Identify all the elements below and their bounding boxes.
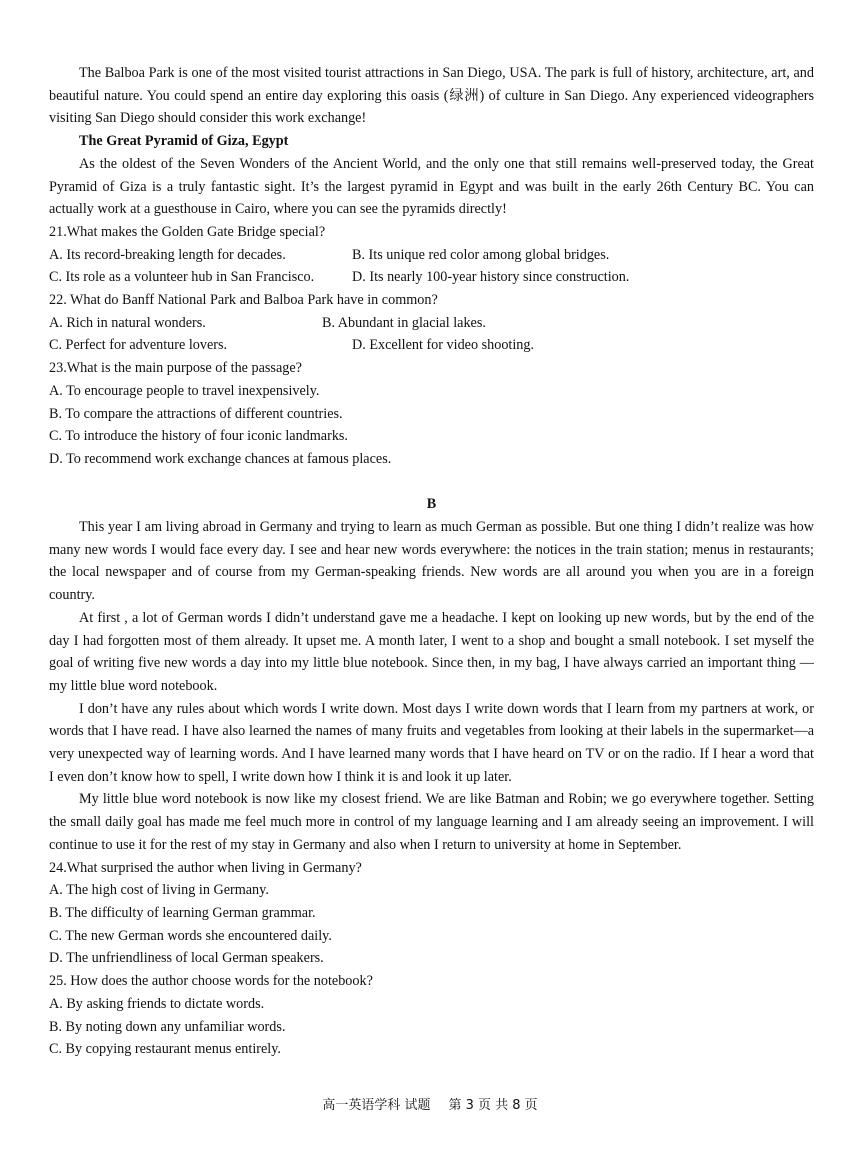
option-d: D. Its nearly 100-year history since construction. (352, 269, 630, 286)
option-d: D. Excellent for video shooting. (352, 337, 535, 354)
passage-b-paragraph-1: This year I am living abroad in Germany and trying to learn as much German as possible. But one thing I didn’t realize was how many new words I would face every day. I see and hear new words everywhere: the notices in the train station; menus in restaurants; the local newspaper and of course from my German-speaking friends. New words are all around you when you are in a foreign country. (49, 519, 814, 604)
question-24 (49, 857, 814, 971)
question-stem: 23.What is the main purpose of the passage? (49, 360, 302, 377)
option-b: B. Abundant in glacial lakes. (322, 314, 486, 331)
question-23 (49, 357, 814, 471)
footer-subject: 高一英语学科 试题 (322, 1098, 431, 1113)
option-d: D. The unfriendliness of local German speakers. (49, 950, 324, 967)
option-row (49, 244, 814, 267)
option-b: B. Its unique red color among global bridges. (352, 246, 610, 263)
option-d: D. To recommend work exchange chances at famous places. (49, 450, 392, 467)
balboa-paragraph: The Balboa Park is one of the most visited tourist attractions in San Diego, USA. The park is full of history, architecture, art, and beautiful nature. You could spend an entire day exploring this oasis (绿洲) of culture in San Diego. Any experienced videographers visiting San Diego should consider this work exchange! (49, 65, 814, 127)
option-a: A. By asking friends to dictate words. (49, 995, 265, 1012)
footer-page-info: 第 3 页 共 8 页 (448, 1098, 538, 1113)
pyramid-paragraph: As the oldest of the Seven Wonders of the Ancient World, and the only one that still remains well-preserved today, the Great Pyramid of Giza is a truly fantastic sight. It’s the largest pyramid in Egypt and was built in the early 26th Century BC. You can actually work at a guesthouse in Cairo, where you can see the pyramids directly! (49, 155, 814, 218)
option-row (49, 312, 814, 335)
question-stem: 25. How does the author choose words for the notebook? (49, 973, 373, 990)
question-25 (49, 970, 814, 1061)
option-a: A. Its record-breaking length for decades. (49, 246, 286, 263)
question-stem: 21.What makes the Golden Gate Bridge special? (49, 223, 326, 240)
option-a: A. The high cost of living in Germany. (49, 882, 269, 899)
option-b: B. By noting down any unfamiliar words. (49, 1018, 286, 1035)
option-a: A. To encourage people to travel inexpensively. (49, 382, 320, 399)
option-c: C. Perfect for adventure lovers. (49, 337, 228, 354)
option-row (49, 334, 814, 357)
option-b: B. To compare the attractions of different countries. (49, 405, 343, 422)
option-c: C. Its role as a volunteer hub in San Francisco. (49, 269, 315, 286)
passage-b-paragraph-4: My little blue word notebook is now like my closest friend. We are like Batman and Robin; we go everywhere together. Setting the small daily goal has made me feel much more in control of my language learning and I am already seeing an improvement. I will continue to use it for the rest of my stay in Germany and also when I return to university at home in September. (49, 791, 814, 853)
option-c: C. To introduce the history of four iconic landmarks. (49, 428, 348, 445)
question-stem: 22. What do Banff National Park and Balboa Park have in common? (49, 292, 438, 309)
option-b: B. The difficulty of learning German grammar. (49, 905, 316, 921)
option-c: C. By copying restaurant menus entirely. (49, 1041, 281, 1058)
passage-b-paragraph-3: I don’t have any rules about which words I write down. Most days I write down words that I learn from my partners at work, or words that I have read. I have also learned the names of many fruits and vegetables from looking at their labels in the supermarket—a very unexpected way of learning words. And I have learned many words that I have heard on TV or on the radio. If I hear a word that I even don’t know how to spell, I write down how I think it is and look it up later. (49, 700, 814, 785)
exam-page (49, 62, 814, 1061)
pyramid-heading: The Great Pyramid of Giza, Egypt (79, 133, 289, 150)
option-c: C. The new German words she encountered daily. (49, 927, 332, 944)
option-a: A. Rich in natural wonders. (49, 314, 206, 331)
question-21 (49, 221, 814, 289)
page-footer (0, 1094, 860, 1113)
section-b-label: B (426, 496, 437, 513)
question-22 (49, 289, 814, 357)
passage-b-paragraph-2: At first , a lot of German words I didn’t understand gave me a headache. I kept on looking up new words, but by the end of the day I had forgotten most of them already. It upset me. A month later, I went to a shop and bought a small notebook. I set myself the goal of writing five new words a day into my little blue notebook. Since then, in my bag, I have always carried an important thing — my little blue word notebook. (49, 609, 814, 694)
option-row (49, 266, 814, 289)
question-stem: 24.What surprised the author when living in Germany? (49, 859, 362, 876)
